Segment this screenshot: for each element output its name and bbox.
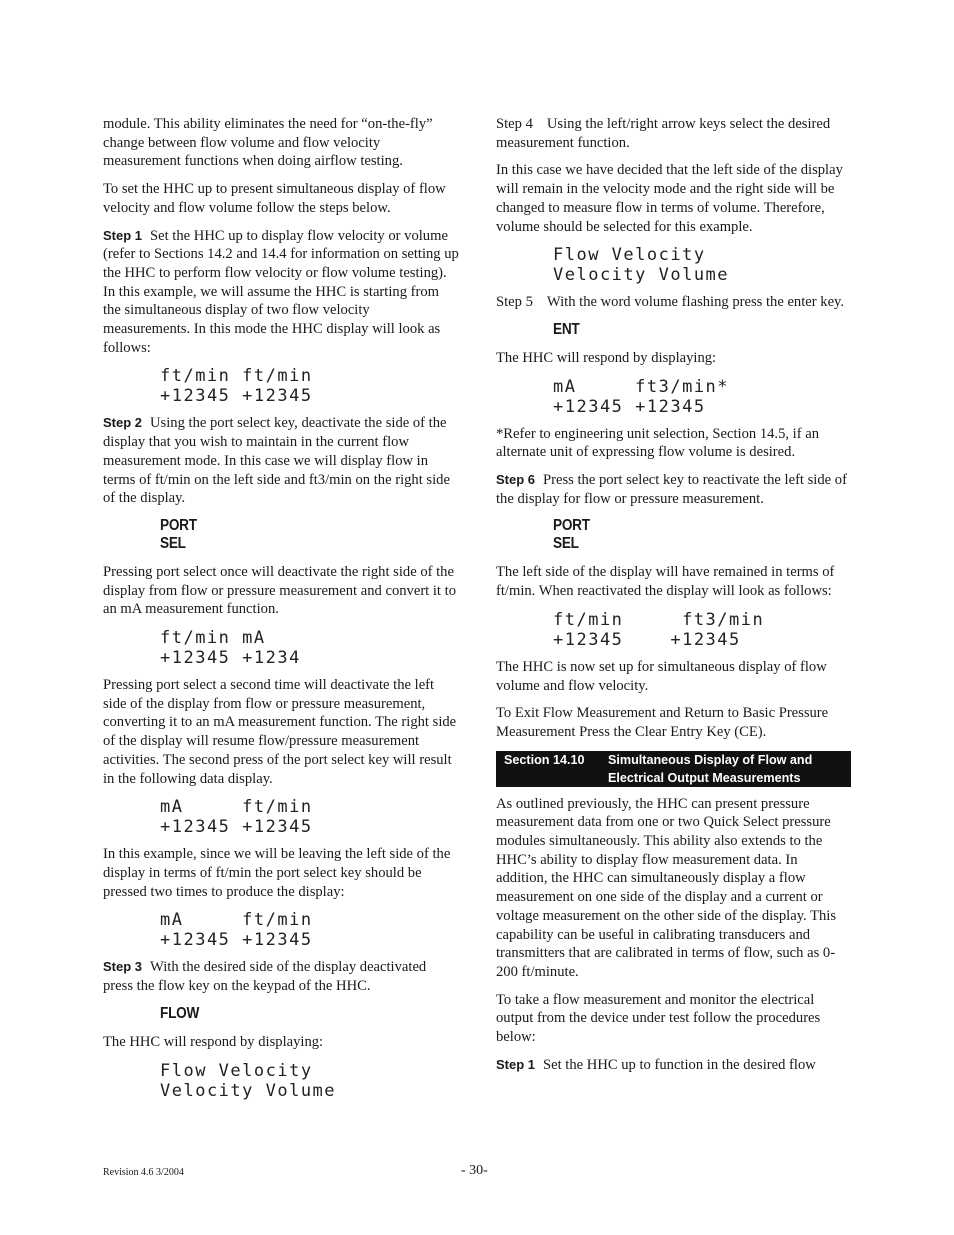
lcd-line: +12345 +12345 <box>160 817 313 838</box>
step-paragraph <box>496 293 852 312</box>
key-line: SEL <box>160 534 186 552</box>
paragraph: The left side of the display will have remained in terms of ft/min. When reactivated the display will look as follows: <box>496 564 835 600</box>
lcd-display <box>553 377 852 417</box>
section-heading-bar <box>496 751 851 787</box>
step-paragraph <box>103 958 459 995</box>
step-text: Using the port select key, deactivate the side of the display that you wish to maintain in the current flow measurement mode. In this case we will display flow in terms of ft/min on the left side and ft3/min on the right side of the display. <box>103 415 450 507</box>
footer-revision: Revision 4.6 3/2004 <box>103 1167 184 1178</box>
step-label: Step 3 <box>103 959 143 975</box>
lcd-line: ft/min mA <box>160 628 266 649</box>
paragraph: module. This ability eliminates the need for “on-the-fly” change between flow volume and flow velocity measurement functions when doing airflow testing. <box>103 116 433 170</box>
paragraph: The HHC will respond by displaying: <box>103 1033 324 1050</box>
lcd-display <box>553 610 852 650</box>
step-text: Set the HHC up to function in the desired flow <box>543 1056 816 1073</box>
key-line: FLOW <box>160 1004 200 1022</box>
page-number: - 30- <box>461 1163 488 1178</box>
paragraph: Pressing port select a second time will deactivate the left side of the display from flow or pressure measurement, converting it to an mA measurement function. The right side of the display will resume flow/pressure measurement activities. The second press of the port select key will result in the following data display. <box>103 677 457 787</box>
step-text: With the word volume flashing press the enter key. <box>546 294 845 311</box>
step-label: Step 2 <box>103 415 143 431</box>
lcd-line: Velocity Volume <box>553 265 730 286</box>
paragraph: As outlined previously, the HHC can present pressure measurement data from one or two Quick Select pressure modules simultaneously. This ability also extends to the HHC’s ability to display flow measurement data. In addition, the HHC can simultaneously display a flow measurement on one side of the display and a current or voltage measurement on the other side of the display. This capability can be useful in calibrating transducers and transmitters that are calibrated in terms of flow, such as 0-200 ft/minute. <box>496 795 837 980</box>
lcd-line: mA ft/min <box>160 797 313 818</box>
lcd-display <box>160 366 459 406</box>
key-ent <box>553 321 816 339</box>
step-paragraph <box>103 227 459 358</box>
paragraph: In this example, since we will be leaving the left side of the display in terms of ft/min the port select key should be pressed two times to produce the display: <box>103 846 451 900</box>
lcd-display <box>160 797 459 837</box>
left-column <box>103 115 459 1109</box>
key-port-sel <box>553 517 816 553</box>
key-flow <box>160 1005 423 1023</box>
step-label: Step 1 <box>496 1056 536 1072</box>
lcd-line: Flow Velocity <box>160 1060 313 1081</box>
step-label: Step 6 <box>496 472 536 488</box>
paragraph: Pressing port select once will deactivate the right side of the display from flow or pressure measurement and convert it to an mA measurement function. <box>103 563 456 618</box>
step-label: Step 5 <box>496 294 533 311</box>
key-line: ENT <box>553 320 580 338</box>
step-paragraph <box>103 414 459 508</box>
paragraph: *Refer to engineering unit selection, Section 14.5, if an alternate unit of expressing flow volume is desired. <box>496 425 820 461</box>
lcd-line: +12345 +12345 <box>160 386 313 407</box>
lcd-display <box>553 245 852 285</box>
paragraph: To Exit Flow Measurement and Return to Basic Pressure Measurement Press the Clear Entry Key (CE). <box>496 705 829 740</box>
lcd-display <box>160 628 459 668</box>
lcd-line: ft/min ft3/min <box>553 609 765 630</box>
lcd-display <box>160 910 459 950</box>
lcd-line: +12345 +1234 <box>160 648 301 669</box>
step-text: Using the left/right arrow keys select the desired measurement function. <box>496 116 831 151</box>
step-text: With the desired side of the display deactivated press the flow key on the keypad of the HHC. <box>103 959 427 995</box>
step-paragraph <box>496 1056 852 1075</box>
key-line: PORT <box>553 517 590 535</box>
paragraph: The HHC will respond by displaying: <box>496 349 717 366</box>
lcd-display <box>160 1061 459 1101</box>
lcd-line: Velocity Volume <box>160 1080 337 1101</box>
paragraph: In this case we have decided that the left side of the display will remain in the velocity mode and the right side will be changed to measure flow in terms of volume. Therefore, volume should be selected for this example. <box>496 162 843 235</box>
lcd-line: ft/min ft/min <box>160 366 313 387</box>
section-title: Simultaneous Display of Flow and Electrical Output Measurements <box>608 752 813 785</box>
section-number: Section 14.10 <box>504 752 585 767</box>
lcd-line: +12345 +12345 <box>160 930 313 951</box>
right-column <box>496 115 852 1084</box>
lcd-line: mA ft/min <box>160 910 313 931</box>
key-line: SEL <box>553 535 579 553</box>
paragraph: To set the HHC up to present simultaneous display of flow velocity and flow volume follow the steps below. <box>103 181 446 216</box>
step-label: Step 1 <box>103 227 143 243</box>
step-paragraph <box>496 115 852 152</box>
paragraph: To take a flow measurement and monitor the electrical output from the device under test follow the procedures below: <box>496 991 821 1046</box>
paragraph: The HHC is now set up for simultaneous display of flow volume and flow velocity. <box>496 658 827 694</box>
lcd-line: mA ft3/min* <box>553 376 730 397</box>
lcd-line: +12345 +12345 <box>553 396 706 417</box>
step-label: Step 4 <box>496 116 533 132</box>
step-paragraph <box>496 471 852 508</box>
key-port-sel <box>160 517 423 553</box>
step-text: Press the port select key to reactivate the left side of the display for flow or pressure measurement. <box>496 472 847 507</box>
lcd-line: Flow Velocity <box>553 245 706 266</box>
step-text: Set the HHC up to display flow velocity or volume (refer to Sections 14.2 and 14.4 for information on setting up the HHC to perform flow velocity or flow volume testing). In this example, we will assume the HHC is starting from the simultaneous display of two flow velocity measurements. In this mode the HHC display will look as follows: <box>103 227 459 356</box>
lcd-line: +12345 +12345 <box>553 629 741 650</box>
key-line: PORT <box>160 516 197 534</box>
